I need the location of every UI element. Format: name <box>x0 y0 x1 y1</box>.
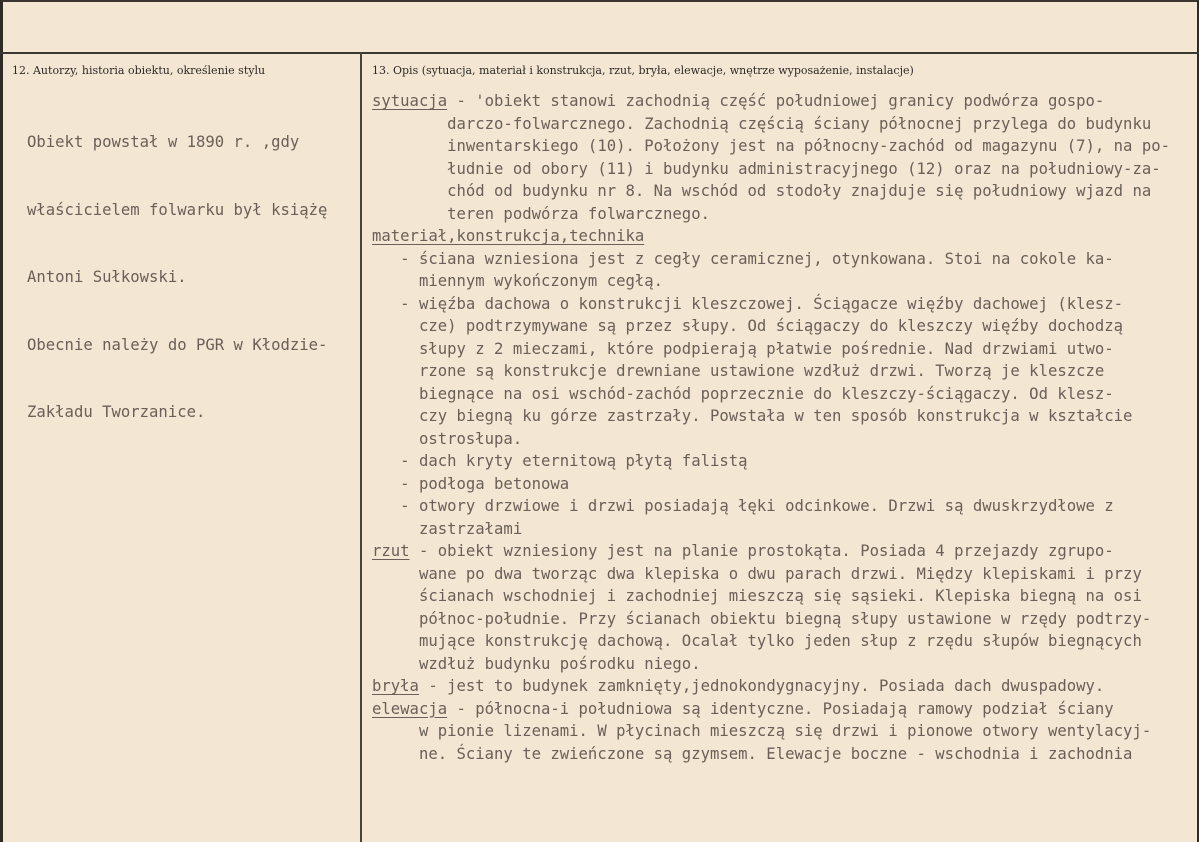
line-text: - ściana wzniesiona jest z cegły ceramicznej, otynkowana. Stoi na cokole ka- <box>372 249 1114 268</box>
description-line <box>372 473 1170 496</box>
section-label: bryła <box>372 677 419 695</box>
line-text: inwentarskiego (10). Położony jest na północny-zachód od magazynu (7), na po- <box>372 137 1170 155</box>
header-divider <box>0 52 1199 54</box>
line-text: - 'obiekt stanowi zachodnią część południowej granicy podwórza gospo- <box>447 92 1105 110</box>
description-line <box>372 90 1170 113</box>
history-line: właścicielem folwarku był książę <box>27 200 328 219</box>
description-line <box>372 248 1170 271</box>
description-line <box>372 698 1170 721</box>
description-line <box>372 180 1170 203</box>
line-text: ostrosłupa. <box>372 429 523 448</box>
description-line <box>372 113 1170 136</box>
history-line: Zakładu Tworzanice. <box>27 403 206 421</box>
line-text: chód od budynku nr 8. Na wschód od stodoły znajduje się południowy wjazd na <box>372 182 1152 200</box>
description-line <box>372 428 1170 451</box>
line-text: cze) podtrzymywane są przez słupy. Od ściągaczy do kleszczy więźby dochodzą <box>372 317 1124 335</box>
line-text: miennym wykończonym cegłą. <box>372 272 664 290</box>
description-line <box>372 743 1170 766</box>
line-text: - północna-i południowa są identyczne. Posiadają ramowy podział ściany <box>447 699 1114 718</box>
description-line <box>372 720 1170 743</box>
description-line <box>372 203 1170 226</box>
description-line <box>372 225 1170 248</box>
line-text: słupy z 2 mieczami, które podpierają płatwie pośrednie. Nad drzwiami utwo- <box>372 339 1114 358</box>
line-text: łudnie od obory (11) i budynku administracyjnego (12) oraz na południowy-za- <box>372 159 1161 178</box>
description-text <box>372 90 1170 765</box>
description-line <box>372 540 1170 563</box>
description-line <box>372 495 1170 518</box>
description-line <box>372 270 1170 293</box>
description-line <box>372 608 1170 631</box>
line-text: w pionie lizenami. W płycinach mieszczą się drzwi i pionowe otwory wentylacyj- <box>372 722 1152 740</box>
description-line <box>372 405 1170 428</box>
line-text: zastrzałami <box>372 519 523 538</box>
line-text: rzone są konstrukcje drewniane ustawione wzdłuż drzwi. Tworzą je kleszcze <box>372 362 1105 380</box>
line-text: - obiekt wzniesiony jest na planie prostokąta. Posiada 4 przejazdy zgrupo- <box>409 542 1114 560</box>
section-label: materiał,konstrukcja,technika <box>372 227 645 245</box>
line-text: wzdłuż budynku pośrodku niego. <box>372 654 701 673</box>
section-label: elewacja <box>372 699 448 718</box>
description-line <box>372 315 1170 338</box>
line-text: czy biegną ku górze zastrzały. Powstała w ten sposób konstrukcja w kształcie <box>372 407 1133 425</box>
line-text: ne. Ściany te zwieńczone są gzymsem. Elewacje boczne - wschodnia i zachodnia <box>372 744 1133 763</box>
line-text: - jest to budynek zamknięty,jednokondygnacyjny. Posiada dach dwuspadowy. <box>418 677 1105 695</box>
description-line <box>372 563 1170 586</box>
line-text: ścianach wschodniej i zachodniej mieszczą się sąsieki. Klepiska biegną na osi <box>372 587 1142 605</box>
line-text: darczo-folwarcznego. Zachodnią częścią ściany północnej przylega do budynku <box>372 114 1152 133</box>
description-line <box>372 653 1170 676</box>
line-text: wane po dwa tworząc dwa klepiska o dwu parach drzwi. Między klepiskami i przy <box>372 564 1142 583</box>
description-line <box>372 383 1170 406</box>
line-text: teren podwórza folwarcznego. <box>372 204 710 223</box>
line-text: - dach kryty eternitową płytą falistą <box>372 452 748 470</box>
description-line <box>372 158 1170 181</box>
line-text: - więźba dachowa o konstrukcji kleszczowej. Ściągacze więźby dachowej (klesz- <box>372 294 1124 313</box>
line-text: - otwory drzwiowe i drzwi posiadają łęki odcinkowe. Drzwi są dwuskrzydłowe z <box>372 497 1114 515</box>
line-text: mujące konstrukcję dachową. Ocalał tylko jeden słup z rzędu słupów biegnących <box>372 632 1142 650</box>
history-line: Obiekt powstał w 1890 r. ,gdy <box>27 133 300 151</box>
history-text <box>27 86 327 446</box>
description-line <box>372 450 1170 473</box>
history-line: Obecnie należy do PGR w Kłodzie- <box>27 335 328 354</box>
line-text: biegnące na osi wschód-zachód poprzecznie do kleszczy-ściągaczy. Od klesz- <box>372 384 1114 403</box>
section-12-header: 12. Autorzy, historia obiektu, określenie stylu <box>12 64 266 77</box>
description-line <box>372 360 1170 383</box>
description-line <box>372 293 1170 316</box>
line-text: północ-południe. Przy ścianach obiektu biegną słupy ustawione w rzędy podtrzy- <box>372 609 1152 628</box>
description-line <box>372 630 1170 653</box>
description-line <box>372 135 1170 158</box>
line-text: - podłoga betonowa <box>372 474 570 493</box>
description-line <box>372 518 1170 541</box>
section-label: rzut <box>372 542 410 560</box>
column-divider <box>360 52 362 842</box>
history-line: Antoni Sułkowski. <box>27 268 187 286</box>
description-line <box>372 338 1170 361</box>
section-label: sytuacja <box>372 92 448 110</box>
description-line <box>372 585 1170 608</box>
section-13-header: 13. Opis (sytuacja, materiał i konstrukcja, rzut, bryła, elewacje, wnętrze wyposażenie, instalacje) <box>372 64 914 77</box>
description-line <box>372 675 1170 698</box>
